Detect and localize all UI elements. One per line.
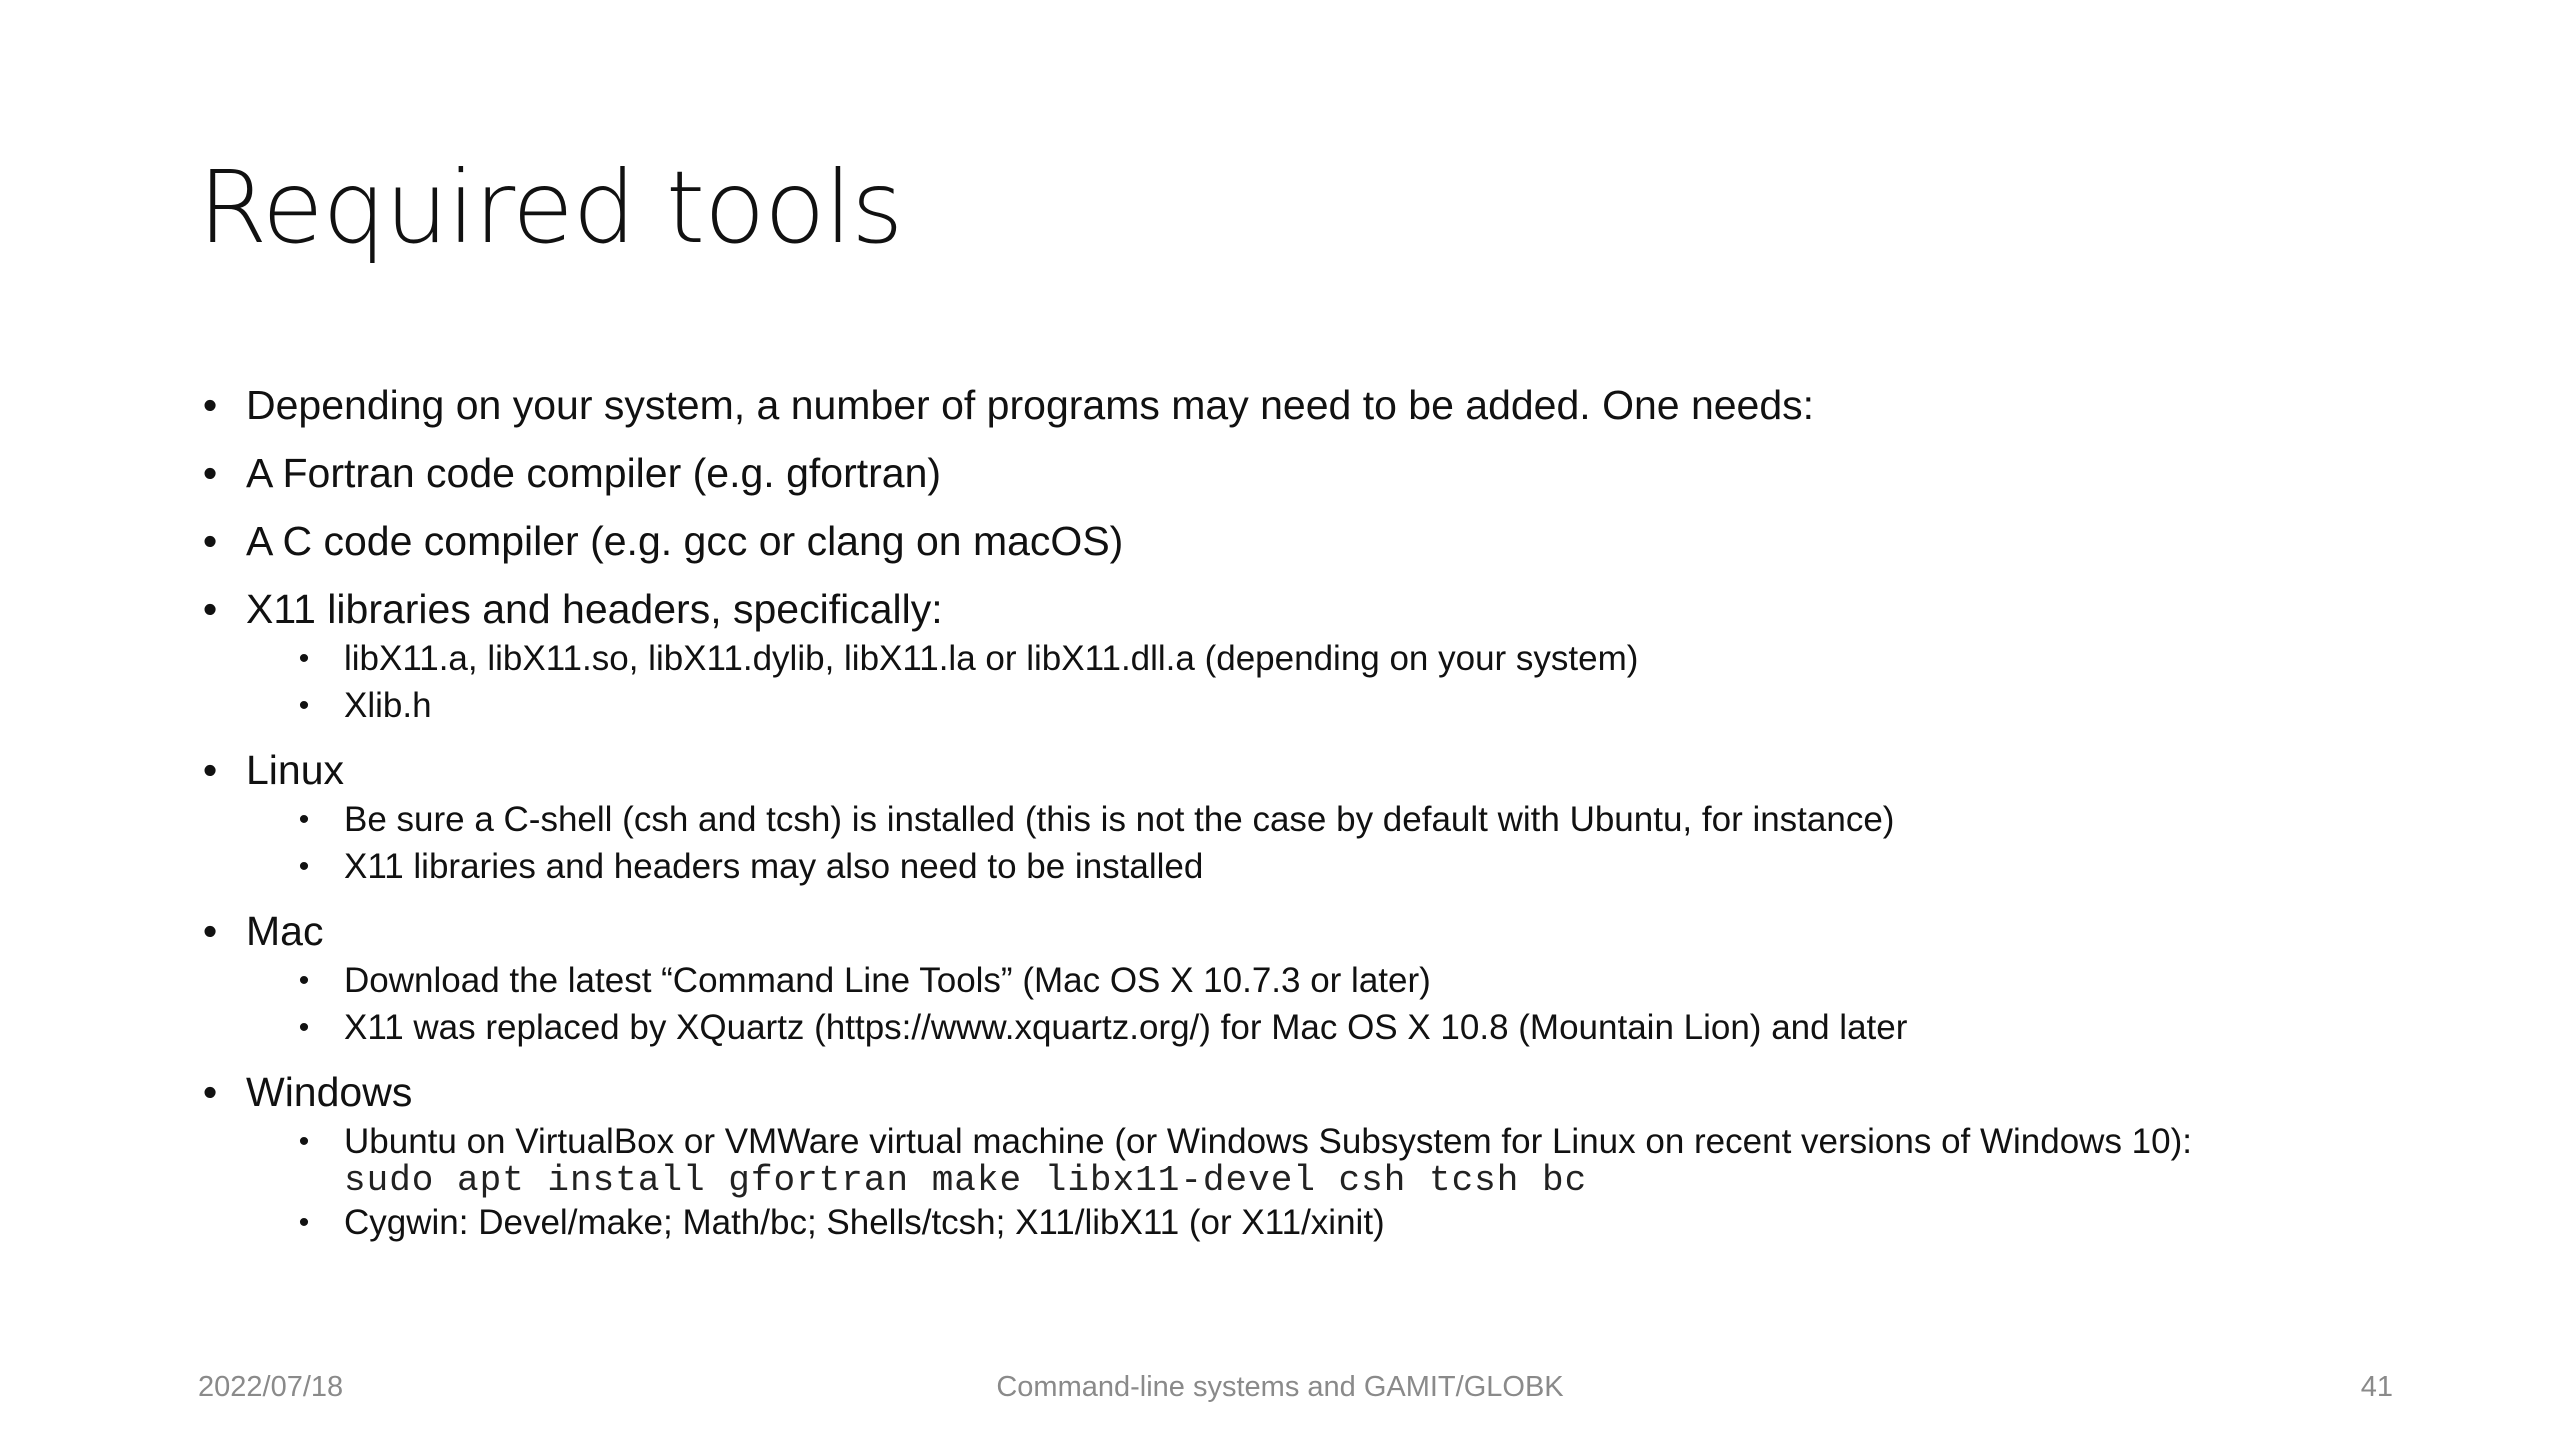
bullet-icon: • <box>298 850 310 883</box>
sub-list-item-text: Be sure a C-shell (csh and tcsh) is installed (this is not the case by default with Ubuntu, for instance) <box>344 800 1895 839</box>
sub-list-item-text: Xlib.h <box>344 686 432 725</box>
bullet-icon: • <box>202 450 218 496</box>
sub-list-item <box>294 798 2398 842</box>
bullet-icon: • <box>298 803 310 836</box>
sub-list-item <box>294 684 2398 728</box>
code-snippet: sudo apt install gfortran make libx11-devel csh tcsh bc <box>344 1160 1588 1201</box>
bullet-icon: • <box>202 382 218 428</box>
sub-bullet-list <box>294 1120 2398 1245</box>
list-item-text: Windows <box>246 1069 413 1115</box>
slide-body <box>198 380 2398 1262</box>
list-item-text: Mac <box>246 908 324 954</box>
sub-list-item-text: Download the latest “Command Line Tools” (Mac OS X 10.7.3 or later) <box>344 961 1431 1000</box>
footer-title: Command-line systems and GAMIT/GLOBK <box>996 1371 1564 1403</box>
list-item-text: X11 libraries and headers, specifically: <box>246 586 943 632</box>
sub-list-item-text: X11 was replaced by XQuartz (https://www.xquartz.org/) for Mac OS X 10.8 (Mountain Lion) and later <box>344 1008 1908 1047</box>
bullet-icon: • <box>298 1125 310 1158</box>
bullet-icon: • <box>298 964 310 997</box>
sub-list-item <box>294 959 2398 1003</box>
list-item <box>198 448 2398 499</box>
page-number: 41 <box>2360 1371 2393 1403</box>
sub-bullet-list <box>294 637 2398 728</box>
sub-list-item <box>294 637 2398 681</box>
sub-bullet-list <box>294 959 2398 1050</box>
list-item <box>198 584 2398 728</box>
list-item-text: Linux <box>246 747 345 793</box>
sub-list-item <box>294 1120 2398 1201</box>
bullet-icon: • <box>298 1011 310 1044</box>
list-item <box>198 1067 2398 1245</box>
bullet-icon: • <box>202 1069 218 1115</box>
footer-date: 2022/07/18 <box>198 1371 344 1403</box>
bullet-icon: • <box>202 747 218 793</box>
bullet-icon: • <box>202 586 218 632</box>
sub-list-item <box>294 1006 2398 1050</box>
sub-list-item <box>294 845 2398 889</box>
slide-title: Required tools <box>198 149 903 266</box>
list-item <box>198 745 2398 889</box>
sub-list-item-text: Ubuntu on VirtualBox or VMWare virtual machine (or Windows Subsystem for Linux on recent versions of Windows 10): <box>344 1122 2192 1161</box>
list-item-text: A C code compiler (e.g. gcc or clang on macOS) <box>246 518 1124 564</box>
bullet-icon: • <box>298 642 310 675</box>
bullet-icon: • <box>298 689 310 722</box>
list-item-text: Depending on your system, a number of programs may need to be added. One needs: <box>246 382 1815 428</box>
list-item <box>198 906 2398 1050</box>
bullet-icon: • <box>202 908 218 954</box>
sub-list-item-text: Cygwin: Devel/make; Math/bc; Shells/tcsh; X11/libX11 (or X11/xinit) <box>344 1203 1385 1242</box>
bullet-icon: • <box>202 518 218 564</box>
sub-list-item <box>294 1201 2398 1245</box>
bullet-icon: • <box>298 1206 310 1239</box>
sub-list-item-text: X11 libraries and headers may also need to be installed <box>344 847 1204 886</box>
list-item <box>198 516 2398 567</box>
list-item <box>198 380 2398 431</box>
bullet-list <box>198 380 2398 1245</box>
list-item-text: A Fortran code compiler (e.g. gfortran) <box>246 450 942 496</box>
sub-bullet-list <box>294 798 2398 889</box>
sub-list-item-text: libX11.a, libX11.so, libX11.dylib, libX11.la or libX11.dll.a (depending on your system) <box>344 639 1639 678</box>
